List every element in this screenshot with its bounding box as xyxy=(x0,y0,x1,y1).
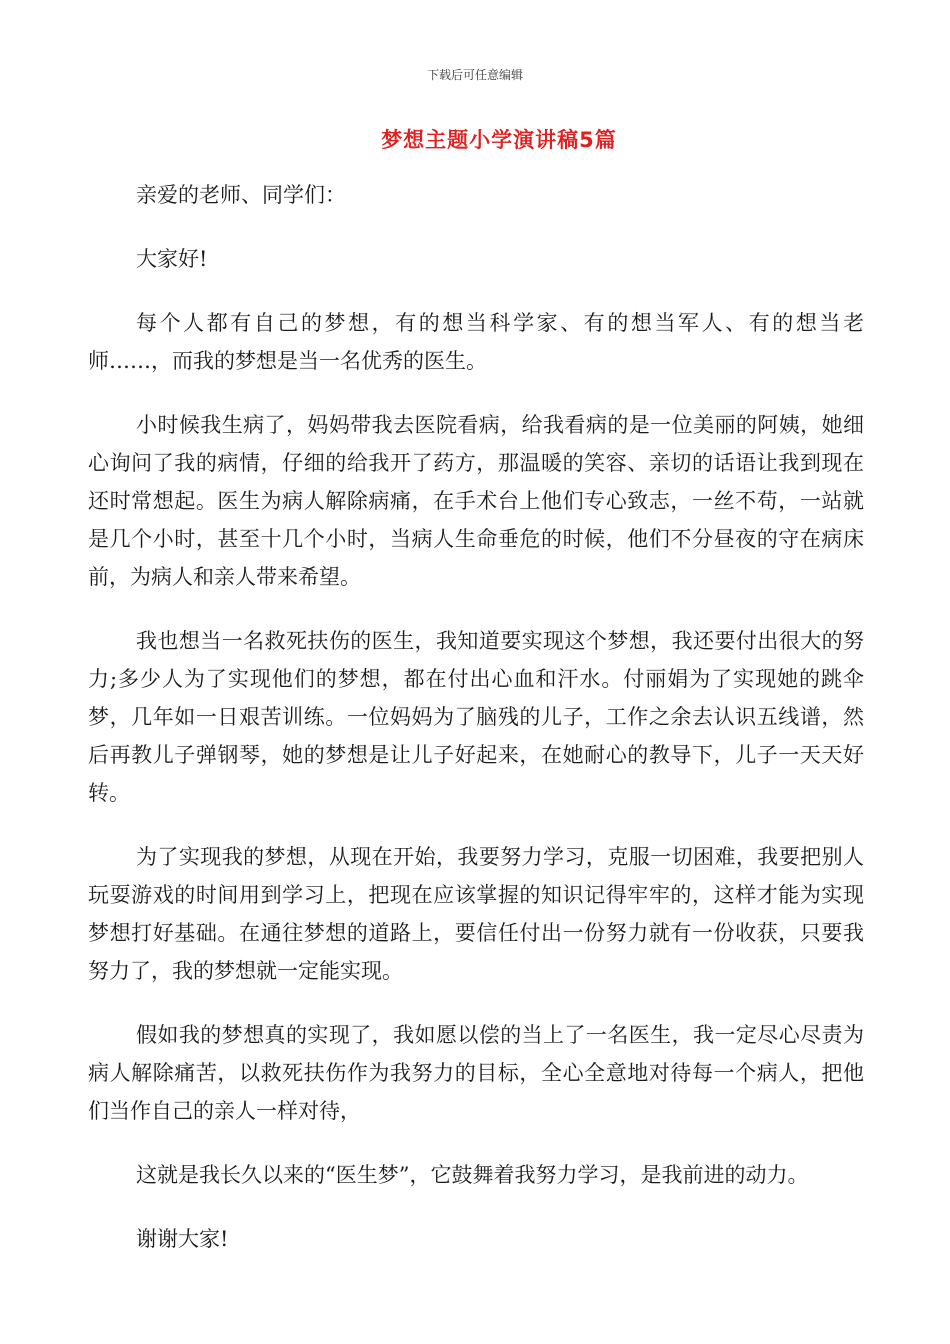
paragraph: 每个人都有自己的梦想，有的想当科学家、有的想当军人、有的想当老师……，而我的梦想是当一名优秀的医生。 xyxy=(88,311,864,373)
paragraph-hello: 大家好! xyxy=(136,247,208,271)
paragraph-thanks: 谢谢大家! xyxy=(136,1227,229,1251)
document-title: 梦想主题小学演讲稿5篇 xyxy=(381,128,617,152)
paragraph: 小时候我生病了，妈妈带我去医院看病，给我看病的是一位美丽的阿姨，她细心询问了我的病情，仔细的给我开了药方，那温暖的笑容、亲切的话语让我到现在还时常想起。医生为病人解除病痛，在手术台上他们专心致志，一丝不苟，一站就是几个小时，甚至十几个小时，当病人生命垂危的时候，他们不分昼夜的守在病床前，为病人和亲人带来希望。 xyxy=(88,413,864,589)
paragraph: 假如我的梦想真的实现了，我如愿以偿的当上了一名医生，我一定尽心尽责为病人解除痛苦，以救死扶伤作为我努力的目标，全心全意地对待每一个病人，把他们当作自己的亲人一样对待， xyxy=(88,1023,864,1123)
document-body xyxy=(88,176,864,1284)
header-note: 下载后可任意编辑 xyxy=(426,68,523,82)
paragraph: 我也想当一名救死扶伤的医生，我知道要实现这个梦想，我还要付出很大的努力;多少人为了实现他们的梦想，都在付出心血和汗水。付丽娟为了实现她的跳伞梦，几年如一日艰苦训练。一位妈妈为了脑残的儿子，工作之余去认识五线谱，然后再教儿子弹钢琴，她的梦想是让儿子好起来，在她耐心的教导下，儿子一天天好转。 xyxy=(88,629,864,805)
paragraph: 为了实现我的梦想，从现在开始，我要努力学习，克服一切困难，我要把别人玩耍游戏的时间用到学习上，把现在应该掌握的知识记得牢牢的，这样才能为实现梦想打好基础。在通往梦想的道路上，要信任付出一份努力就有一份收获，只要我努力了，我的梦想就一定能实现。 xyxy=(88,845,864,983)
paragraph-greeting: 亲爱的老师、同学们： xyxy=(136,183,346,207)
paragraph: 这就是我长久以来的“医生梦”，它鼓舞着我努力学习，是我前进的动力。 xyxy=(136,1163,809,1187)
